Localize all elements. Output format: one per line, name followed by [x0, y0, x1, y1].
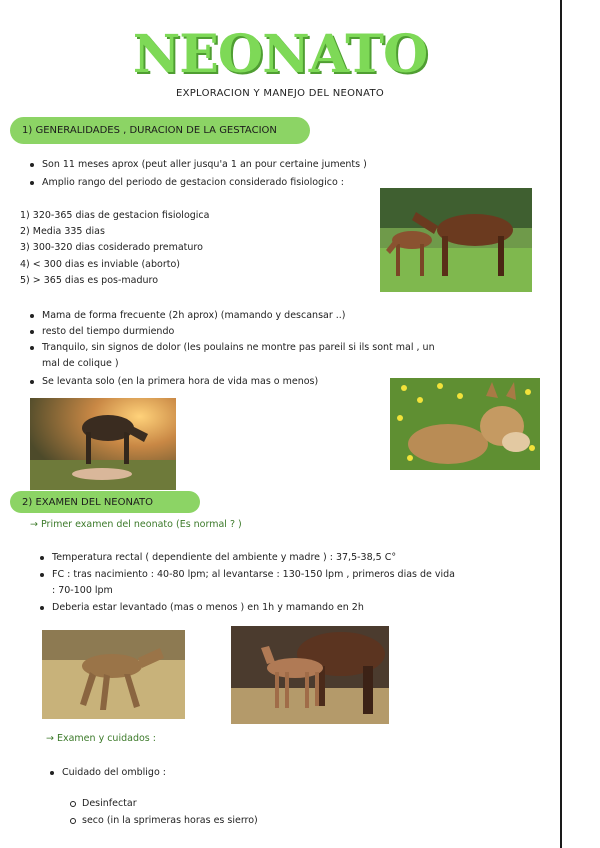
arrow-note: → Examen y cuidados :: [46, 733, 156, 744]
list-item: Cuidado del ombligo :: [62, 767, 166, 778]
page-title: NEONATO: [132, 24, 428, 85]
arrow-note: → Primer examen del neonato (Es normal ? ): [30, 519, 242, 530]
sunset-foal-photo: [30, 398, 176, 490]
numbered-item: 3) 300-320 dias cosiderado prematuro: [20, 242, 203, 253]
sub-list-item: seco (in la sprimeras horas es sierro): [82, 815, 258, 826]
numbered-item: 1) 320-365 dias de gestacion fisiologica: [20, 210, 210, 221]
list-item: Se levanta solo (en la primera hora de vida mas o menos): [42, 376, 319, 387]
list-item-continuation: mal de colique ): [42, 358, 119, 369]
numbered-item: 5) > 365 dias es pos-maduro: [20, 275, 159, 286]
mare-foal-nursing-photo: [380, 188, 532, 292]
foal-straw-photo: [42, 630, 185, 719]
section2-heading: [10, 491, 200, 513]
section1-heading: [10, 117, 310, 144]
list-item: Temperatura rectal ( dependiente del ambiente y madre ) : 37,5-38,5 C°: [52, 552, 397, 563]
page-subtitle: EXPLORACION Y MANEJO DEL NEONATO: [175, 88, 385, 99]
list-item: resto del tiempo durmiendo: [42, 326, 175, 337]
foal-flowers-photo: [390, 378, 540, 470]
list-item: Amplio rango del periodo de gestacion considerado fisiologico :: [42, 177, 344, 188]
numbered-item: 2) Media 335 dias: [20, 226, 105, 237]
list-item: Mama de forma frecuente (2h aprox) (mamando y descansar ..): [42, 310, 346, 321]
list-item: Son 11 meses aprox (peut aller jusqu'a 1 an pour certaine juments ): [42, 159, 367, 170]
sub-list-item: Desinfectar: [82, 798, 137, 809]
stable-foal-photo: [231, 626, 389, 724]
list-item-continuation: : 70-100 lpm: [52, 585, 113, 596]
list-item: Deberia estar levantado (mas o menos ) en 1h y mamando en 2h: [52, 602, 364, 613]
list-item: Tranquilo, sin signos de dolor (les poulains ne montre pas pareil si ils sont mal , un: [42, 342, 435, 353]
section2-heading-text: 2) EXAMEN DEL NEONATO: [22, 496, 154, 508]
page-edge-line: [560, 0, 562, 848]
numbered-item: 4) < 300 dias es inviable (aborto): [20, 259, 180, 270]
section1-heading-text: 1) GENERALIDADES , DURACION DE LA GESTACION: [22, 125, 277, 136]
list-item: FC : tras nacimiento : 40-80 lpm; al levantarse : 130-150 lpm , primeros dias de vida: [52, 569, 456, 580]
